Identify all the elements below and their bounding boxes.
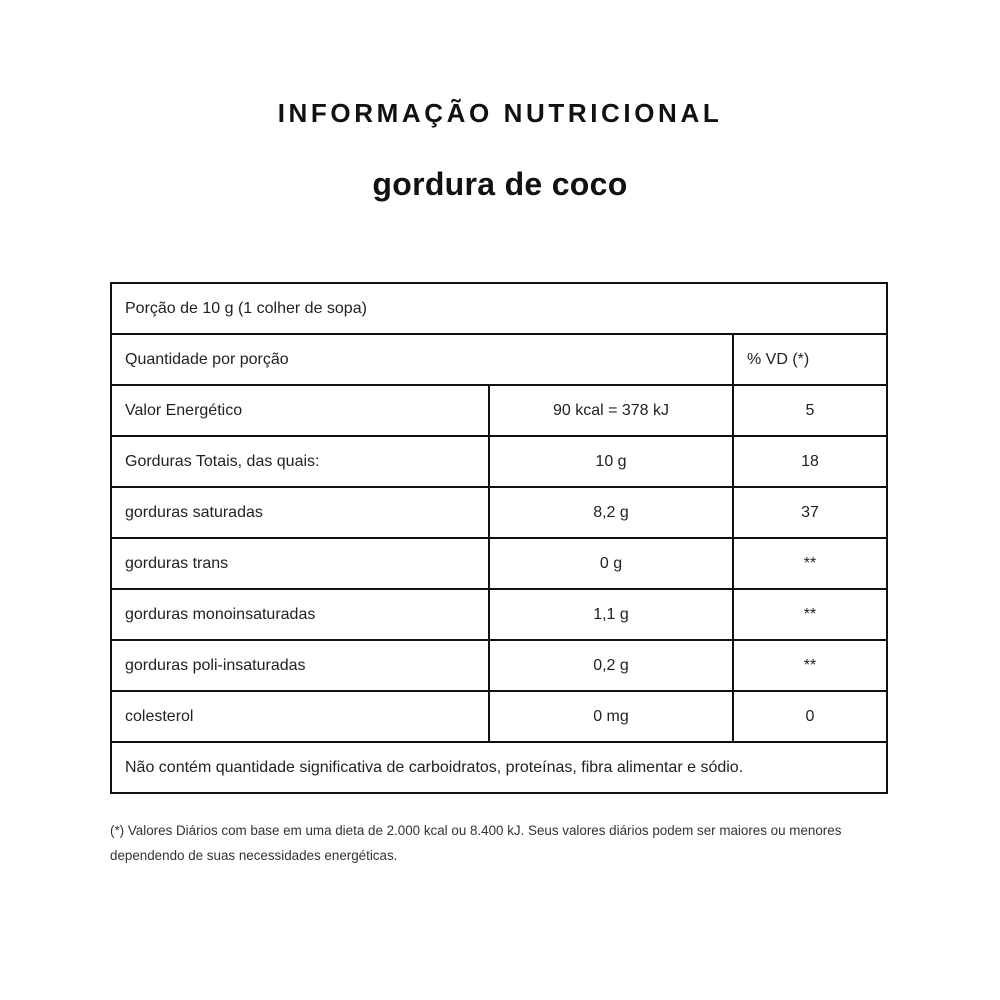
table-row [111,640,887,691]
nutrient-label: gorduras trans [111,538,489,589]
portion-cell: Porção de 10 g (1 colher de sopa) [111,283,887,334]
vd-header: % VD (*) [733,334,887,385]
nutrient-vd: 5 [733,385,887,436]
table-row [111,589,887,640]
nutrient-amount: 8,2 g [489,487,733,538]
nutrient-vd: ** [733,640,887,691]
nutrient-label: Gorduras Totais, das quais: [111,436,489,487]
table-row [111,538,887,589]
nutrient-label: gorduras monoinsaturadas [111,589,489,640]
nutrient-vd: 18 [733,436,887,487]
nutrient-amount: 1,1 g [489,589,733,640]
table-row [111,487,887,538]
footnote: (*) Valores Diários com base em uma dieta de 2.000 kcal ou 8.400 kJ. Seus valores diários podem ser maiores ou menores dependendo de suas necessidades energéticas. [110,823,842,863]
nutrient-amount: 0 g [489,538,733,589]
nutrient-amount: 10 g [489,436,733,487]
note-row [111,742,887,793]
nutrient-label: gorduras saturadas [111,487,489,538]
nutrient-vd: 37 [733,487,887,538]
nutrient-label: gorduras poli-insaturadas [111,640,489,691]
product-name: gordura de coco [372,166,628,202]
nutrient-vd: ** [733,589,887,640]
table-row [111,691,887,742]
portion-row [111,283,887,334]
nutrient-amount: 0,2 g [489,640,733,691]
header-row [111,334,887,385]
nutrient-vd: 0 [733,691,887,742]
table-note: Não contém quantidade significativa de carboidratos, proteínas, fibra alimentar e sódio. [111,742,887,793]
quantity-header: Quantidade por porção [111,334,733,385]
nutrient-label: Valor Energético [111,385,489,436]
table-row [111,385,887,436]
nutrient-vd: ** [733,538,887,589]
table-row [111,436,887,487]
nutrient-label: colesterol [111,691,489,742]
nutrition-table [110,282,888,794]
nutrient-amount: 90 kcal = 378 kJ [489,385,733,436]
nutrient-amount: 0 mg [489,691,733,742]
page-title: INFORMAÇÃO NUTRICIONAL [277,98,723,128]
